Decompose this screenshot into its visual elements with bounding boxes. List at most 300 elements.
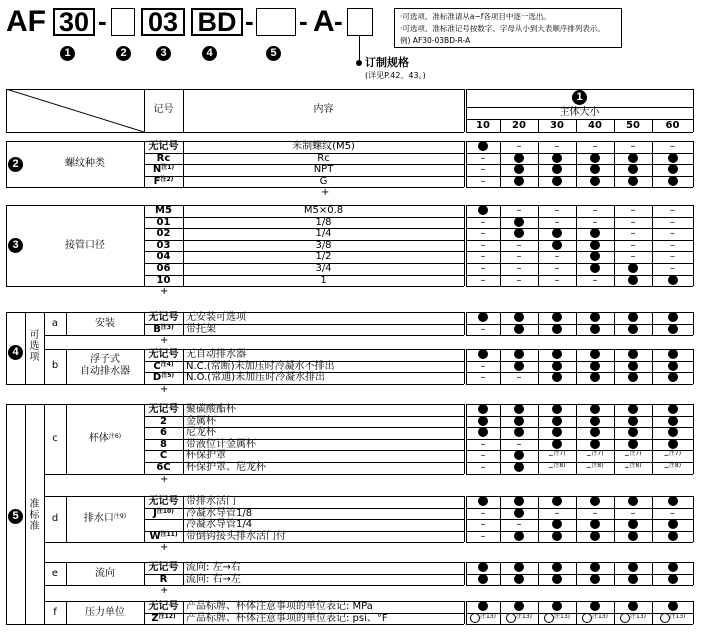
- available-dot-icon: [478, 562, 488, 572]
- option-description: 带托架: [186, 323, 216, 335]
- option-code: [144, 153, 183, 165]
- option-description: Rc: [317, 152, 330, 164]
- header-right: [693, 89, 694, 132]
- not-available-dash: –: [554, 205, 560, 216]
- model-dash: -: [98, 6, 107, 36]
- not-available-dash: –: [592, 141, 598, 152]
- availability-cell: [652, 508, 693, 520]
- availability-cell: [652, 462, 693, 474]
- available-dot-icon: [514, 217, 524, 227]
- availability-cell: [466, 462, 500, 474]
- footnote-ref: 注13): [554, 612, 570, 620]
- available-dot-icon: [552, 324, 562, 334]
- not-available-dash: –: [480, 438, 486, 450]
- plus-sign: +: [160, 335, 169, 347]
- group-right: [464, 349, 465, 384]
- group-title-line2: 自动排水器: [80, 366, 130, 378]
- availability-cell: [500, 601, 538, 613]
- availability-cell: [538, 324, 576, 336]
- not-available-dash: –: [480, 152, 486, 164]
- availability-cell: [538, 251, 576, 263]
- availability-cell: [500, 416, 538, 428]
- option-description: NPT: [313, 164, 334, 176]
- available-dot-icon: [514, 312, 524, 322]
- section-marker: 3: [8, 238, 23, 253]
- availability-cell: [500, 574, 538, 586]
- available-dot-icon: [514, 462, 524, 472]
- option-description: 米制螺纹(M5): [292, 141, 355, 152]
- availability-cell: [576, 176, 614, 188]
- not-available-dash: –: [480, 274, 486, 286]
- option-code: [144, 531, 183, 543]
- available-dot-icon: [590, 601, 600, 611]
- availability-cell: [652, 372, 693, 384]
- option-code-text: N: [152, 164, 162, 176]
- option-code: [144, 263, 183, 275]
- available-dot-icon: [478, 601, 488, 611]
- header-symbol: 记号: [153, 104, 174, 115]
- available-dot-icon: [628, 439, 638, 449]
- availability-cell: [538, 240, 576, 252]
- availability-cell: [576, 263, 614, 275]
- availability-cell: [614, 439, 652, 451]
- available-dot-icon: [552, 176, 562, 186]
- note-line: ·可选项、准标准记号按数字、字母从小到大表顺序排列表示。: [400, 24, 605, 33]
- model-size-box: 30: [53, 8, 95, 36]
- group-right: [693, 312, 694, 335]
- section-title: 接管口径: [65, 240, 105, 251]
- available-dot-icon: [590, 427, 600, 437]
- available-dot-icon: [552, 372, 562, 382]
- available-dot-icon: [514, 496, 524, 506]
- option-code-text: 02: [156, 228, 171, 240]
- available-dot-icon: [478, 312, 488, 322]
- available-dot-icon: [514, 153, 524, 163]
- availability-cell: [500, 141, 538, 153]
- not-available-dash: –: [480, 216, 486, 228]
- availability-cell: [500, 312, 538, 324]
- availability-cell: [614, 141, 652, 153]
- available-dot-icon: [668, 416, 678, 426]
- group-title: [66, 433, 144, 445]
- available-dot-icon: [514, 574, 524, 584]
- model-prefix: AF: [6, 5, 46, 38]
- availability-cell: [652, 176, 693, 188]
- availability-cell: [614, 508, 652, 520]
- not-available-dash: –: [630, 228, 636, 240]
- availability-cell: [538, 519, 576, 531]
- availability-cell: [652, 439, 693, 451]
- availability-cell: [652, 275, 693, 287]
- footnote-ref: 注3): [160, 323, 174, 331]
- header-diagonal: [6, 89, 144, 132]
- not-available-dash: –: [554, 274, 560, 286]
- availability-cell: [466, 361, 500, 373]
- available-dot-icon: [552, 427, 562, 437]
- availability-cell: [576, 217, 614, 229]
- availability-cell: [614, 275, 652, 287]
- footnote-ref: 注4): [160, 360, 174, 368]
- section-marker: 4: [8, 345, 23, 360]
- available-dot-icon: [668, 312, 678, 322]
- thread-type-box: [111, 8, 135, 36]
- not-available-dash: –: [548, 450, 554, 462]
- footnote-ref: 注13): [669, 612, 686, 620]
- option-description: 带倒钩接头排水活门付: [186, 530, 286, 542]
- availability-cell: [500, 613, 538, 625]
- option-code: [144, 205, 183, 217]
- not-available-dash: –: [516, 519, 522, 531]
- availability-cell: [466, 164, 500, 176]
- option-code-text: W: [149, 530, 161, 542]
- section-right: [464, 141, 465, 187]
- option-code: [144, 176, 183, 188]
- available-dot-icon: [478, 427, 488, 437]
- available-dot-icon: [552, 439, 562, 449]
- availability-cell: [652, 349, 693, 361]
- not-available-dash: –: [554, 216, 560, 228]
- option-description: 冷凝水导管1/4: [186, 519, 253, 531]
- available-dot-icon: [628, 574, 638, 584]
- availability-cell: [576, 450, 614, 462]
- availability-cell: [500, 531, 538, 543]
- plus-sign: +: [160, 286, 169, 298]
- option-code-text: 无记号: [148, 404, 179, 415]
- option-code: [144, 361, 183, 373]
- footnote-ref: 注2): [160, 175, 174, 183]
- availability-cell: [576, 275, 614, 287]
- group-top: [44, 496, 464, 497]
- option-code-text: 6C: [156, 462, 171, 473]
- option-code-text: 01: [156, 216, 171, 228]
- header-size-40: 40: [588, 120, 602, 131]
- availability-cell: [500, 164, 538, 176]
- available-dot-icon: [668, 361, 678, 371]
- not-available-dash: –: [630, 507, 636, 519]
- option-code: [144, 574, 183, 586]
- not-available-dash: –: [516, 263, 522, 274]
- group-title: 浮子式: [90, 354, 120, 366]
- group-title-text: 杯体: [88, 432, 109, 444]
- available-dot-icon: [514, 324, 524, 334]
- availability-cell: [538, 601, 576, 613]
- option-code: [144, 312, 183, 324]
- available-dot-icon: [514, 361, 524, 371]
- availability-cell: [652, 427, 693, 439]
- not-available-dash: –: [516, 438, 522, 450]
- available-dot-icon: [628, 275, 638, 285]
- availability-cell: [614, 251, 652, 263]
- group-top: [44, 349, 464, 350]
- availability-cell: [652, 141, 693, 153]
- header-body-size: 主体大小: [559, 107, 600, 118]
- plus-sign: +: [321, 187, 330, 199]
- option-code-text: 06: [156, 263, 171, 274]
- availability-cell: [538, 427, 576, 439]
- model-dash: -: [299, 6, 308, 36]
- group-title: [66, 607, 144, 619]
- availability-cell: [466, 404, 500, 416]
- available-dot-icon: [668, 439, 678, 449]
- option-circle-icon: [582, 613, 592, 623]
- footnote-ref: 注7): [591, 450, 604, 458]
- availability-cell: [538, 349, 576, 361]
- availability-cell: [614, 416, 652, 428]
- model-dash: -: [245, 6, 254, 36]
- availability-cell: [652, 361, 693, 373]
- footnote-ref: 注1): [161, 164, 175, 172]
- option-code: [144, 450, 183, 462]
- not-available-dash: –: [480, 228, 486, 240]
- availability-cell: [500, 153, 538, 165]
- not-available-dash: –: [480, 251, 486, 263]
- not-available-dash: –: [670, 205, 675, 216]
- group-letter: d: [51, 513, 59, 525]
- not-available-dash: –: [630, 205, 636, 216]
- available-dot-icon: [552, 562, 562, 572]
- section-right: [693, 205, 694, 286]
- option-description: 无安装可选项: [186, 312, 246, 323]
- availability-cell: [576, 496, 614, 508]
- availability-cell: [614, 361, 652, 373]
- availability-cell: [614, 153, 652, 165]
- availability-cell: [576, 361, 614, 373]
- footnote-ref: 注9): [113, 513, 127, 521]
- availability-cell: [576, 312, 614, 324]
- available-dot-icon: [668, 574, 678, 584]
- available-dot-icon: [590, 240, 600, 250]
- available-dot-icon: [668, 372, 678, 382]
- availability-cell: [614, 217, 652, 229]
- option-description: 杯保护罩、尼龙杯: [186, 462, 266, 473]
- option-code: [144, 496, 183, 508]
- footnote-ref: 注8): [553, 462, 566, 469]
- not-available-dash: –: [548, 462, 554, 473]
- code-col-right: [183, 349, 184, 384]
- plus-sign: +: [160, 542, 169, 554]
- not-available-dash: –: [516, 372, 522, 384]
- availability-cell: [652, 228, 693, 240]
- availability-cell: [466, 508, 500, 520]
- option-description: 无自动排水器: [186, 349, 246, 360]
- availability-cell: [466, 439, 500, 451]
- option-code-text: 无记号: [148, 349, 179, 360]
- availability-cell: [652, 416, 693, 428]
- option-description: 流向: 右→左: [186, 573, 241, 585]
- footnote-ref: 注8): [591, 462, 604, 469]
- availability-cell: [500, 562, 538, 574]
- available-dot-icon: [590, 176, 600, 186]
- section-title: 螺纹种类: [65, 158, 105, 169]
- footnote-ref: 注13): [630, 612, 646, 620]
- availability-cell: [576, 416, 614, 428]
- option-description: M5×0.8: [303, 205, 344, 216]
- availability-cell: [466, 613, 500, 625]
- available-dot-icon: [590, 574, 600, 584]
- option-circle-icon: [470, 613, 480, 623]
- availability-cell: [614, 176, 652, 188]
- option-code-text: 无记号: [148, 562, 179, 573]
- group-bottom: [44, 585, 464, 586]
- not-available-dash: –: [554, 263, 560, 274]
- group-right: [464, 562, 465, 585]
- not-available-dash: –: [670, 141, 675, 152]
- order-spec-ref: (详见P.42、43。): [365, 71, 426, 80]
- section-right: [464, 205, 465, 286]
- available-dot-icon: [478, 349, 488, 359]
- availability-cell: [614, 372, 652, 384]
- option-code-text: B: [153, 323, 161, 335]
- available-dot-icon: [668, 349, 678, 359]
- available-dot-icon: [552, 153, 562, 163]
- marker-4: 4: [202, 46, 217, 61]
- availability-cell: [576, 404, 614, 416]
- not-available-dash: –: [630, 141, 636, 152]
- availability-cell: [576, 531, 614, 543]
- group-right: [693, 496, 694, 542]
- availability-cell: [500, 324, 538, 336]
- group-title-text: 压力单位: [85, 606, 125, 618]
- available-dot-icon: [668, 404, 678, 414]
- availability-cell: [614, 601, 652, 613]
- available-dot-icon: [668, 496, 678, 506]
- available-dot-icon: [628, 427, 638, 437]
- available-dot-icon: [478, 141, 488, 151]
- section-bottom: [6, 624, 44, 625]
- availability-cell: [614, 531, 652, 543]
- model-option-box: BD: [191, 8, 243, 36]
- not-available-dash: –: [480, 462, 486, 473]
- option-description: 金属杯: [186, 415, 216, 427]
- option-code-text: F: [153, 175, 161, 187]
- availability-cell: [652, 153, 693, 165]
- availability-cell: [614, 324, 652, 336]
- not-available-dash: –: [516, 274, 522, 286]
- option-description: 1/8: [315, 216, 332, 228]
- not-available-dash: –: [516, 141, 522, 152]
- availability-cell: [466, 531, 500, 543]
- option-circle-icon: [660, 613, 670, 623]
- availability-cell: [538, 562, 576, 574]
- not-available-dash: –: [592, 216, 598, 228]
- availability-cell: [652, 312, 693, 324]
- marker-2: 2: [116, 46, 131, 61]
- availability-cell: [538, 217, 576, 229]
- available-dot-icon: [668, 562, 678, 572]
- availability-cell: [538, 228, 576, 240]
- not-available-dash: –: [480, 519, 486, 531]
- header-size-20: 20: [512, 120, 526, 131]
- option-code: [144, 349, 183, 361]
- availability-cell: [576, 349, 614, 361]
- availability-cell: [466, 372, 500, 384]
- available-dot-icon: [628, 416, 638, 426]
- availability-cell: [614, 205, 652, 217]
- group-letter: e: [51, 567, 59, 579]
- group-right: [464, 496, 465, 542]
- available-dot-icon: [590, 349, 600, 359]
- semi-standard-box: [256, 8, 296, 36]
- availability-cell: [614, 562, 652, 574]
- availability-cell: [538, 141, 576, 153]
- option-code-text: D: [152, 372, 162, 384]
- availability-cell: [500, 205, 538, 217]
- group-top: [44, 562, 464, 563]
- availability-cell: [576, 574, 614, 586]
- available-dot-icon: [628, 153, 638, 163]
- available-dot-icon: [590, 153, 600, 163]
- not-available-dash: –: [480, 507, 486, 519]
- option-code-text: J: [153, 507, 157, 519]
- availability-cell: [576, 462, 614, 474]
- available-dot-icon: [514, 404, 524, 414]
- option-code: [144, 439, 183, 451]
- option-code-text: Rc: [156, 152, 171, 164]
- availability-cell: [538, 361, 576, 373]
- availability-cell: [466, 205, 500, 217]
- availability-cell: [500, 228, 538, 240]
- available-dot-icon: [590, 372, 600, 382]
- group-right: [693, 601, 694, 624]
- option-code: [144, 372, 183, 384]
- group-right: [693, 404, 694, 474]
- availability-cell: [538, 153, 576, 165]
- footnote-ref: 注6): [108, 432, 122, 440]
- not-available-dash: –: [480, 530, 486, 542]
- available-dot-icon: [514, 450, 524, 460]
- available-dot-icon: [552, 416, 562, 426]
- availability-cell: [500, 240, 538, 252]
- availability-cell: [538, 613, 576, 625]
- header-size-60: 60: [665, 120, 680, 131]
- availability-cell: [538, 496, 576, 508]
- available-dot-icon: [590, 263, 600, 273]
- available-dot-icon: [668, 164, 678, 174]
- availability-cell: [538, 372, 576, 384]
- option-code: [144, 613, 183, 625]
- option-code-text: 10: [156, 274, 171, 286]
- group-title-text: 排水口: [83, 513, 114, 525]
- footnote-ref: 注8): [668, 462, 682, 469]
- footnote-ref: 注7): [553, 450, 566, 458]
- availability-cell: [652, 164, 693, 176]
- not-available-dash: –: [586, 450, 592, 462]
- section-bottom: [6, 384, 44, 385]
- availability-cell: [614, 349, 652, 361]
- availability-cell: [614, 240, 652, 252]
- order-spec-leader: [359, 36, 360, 62]
- availability-cell: [466, 496, 500, 508]
- availability-cell: [652, 613, 693, 625]
- available-dot-icon: [628, 562, 638, 572]
- available-dot-icon: [552, 601, 562, 611]
- available-dot-icon: [590, 496, 600, 506]
- availability-cell: [614, 462, 652, 474]
- not-available-dash: –: [480, 450, 486, 462]
- option-code-text: 8: [160, 438, 167, 450]
- not-available-dash: –: [480, 175, 486, 187]
- option-code-text: R: [159, 573, 168, 585]
- availability-cell: [538, 205, 576, 217]
- available-dot-icon: [552, 312, 562, 322]
- not-available-dash: –: [554, 141, 560, 152]
- availability-cell: [500, 251, 538, 263]
- availability-cell: [614, 427, 652, 439]
- group-letter: c: [52, 432, 58, 444]
- availability-cell: [538, 439, 576, 451]
- not-available-dash: –: [670, 216, 675, 228]
- available-dot-icon: [590, 251, 600, 261]
